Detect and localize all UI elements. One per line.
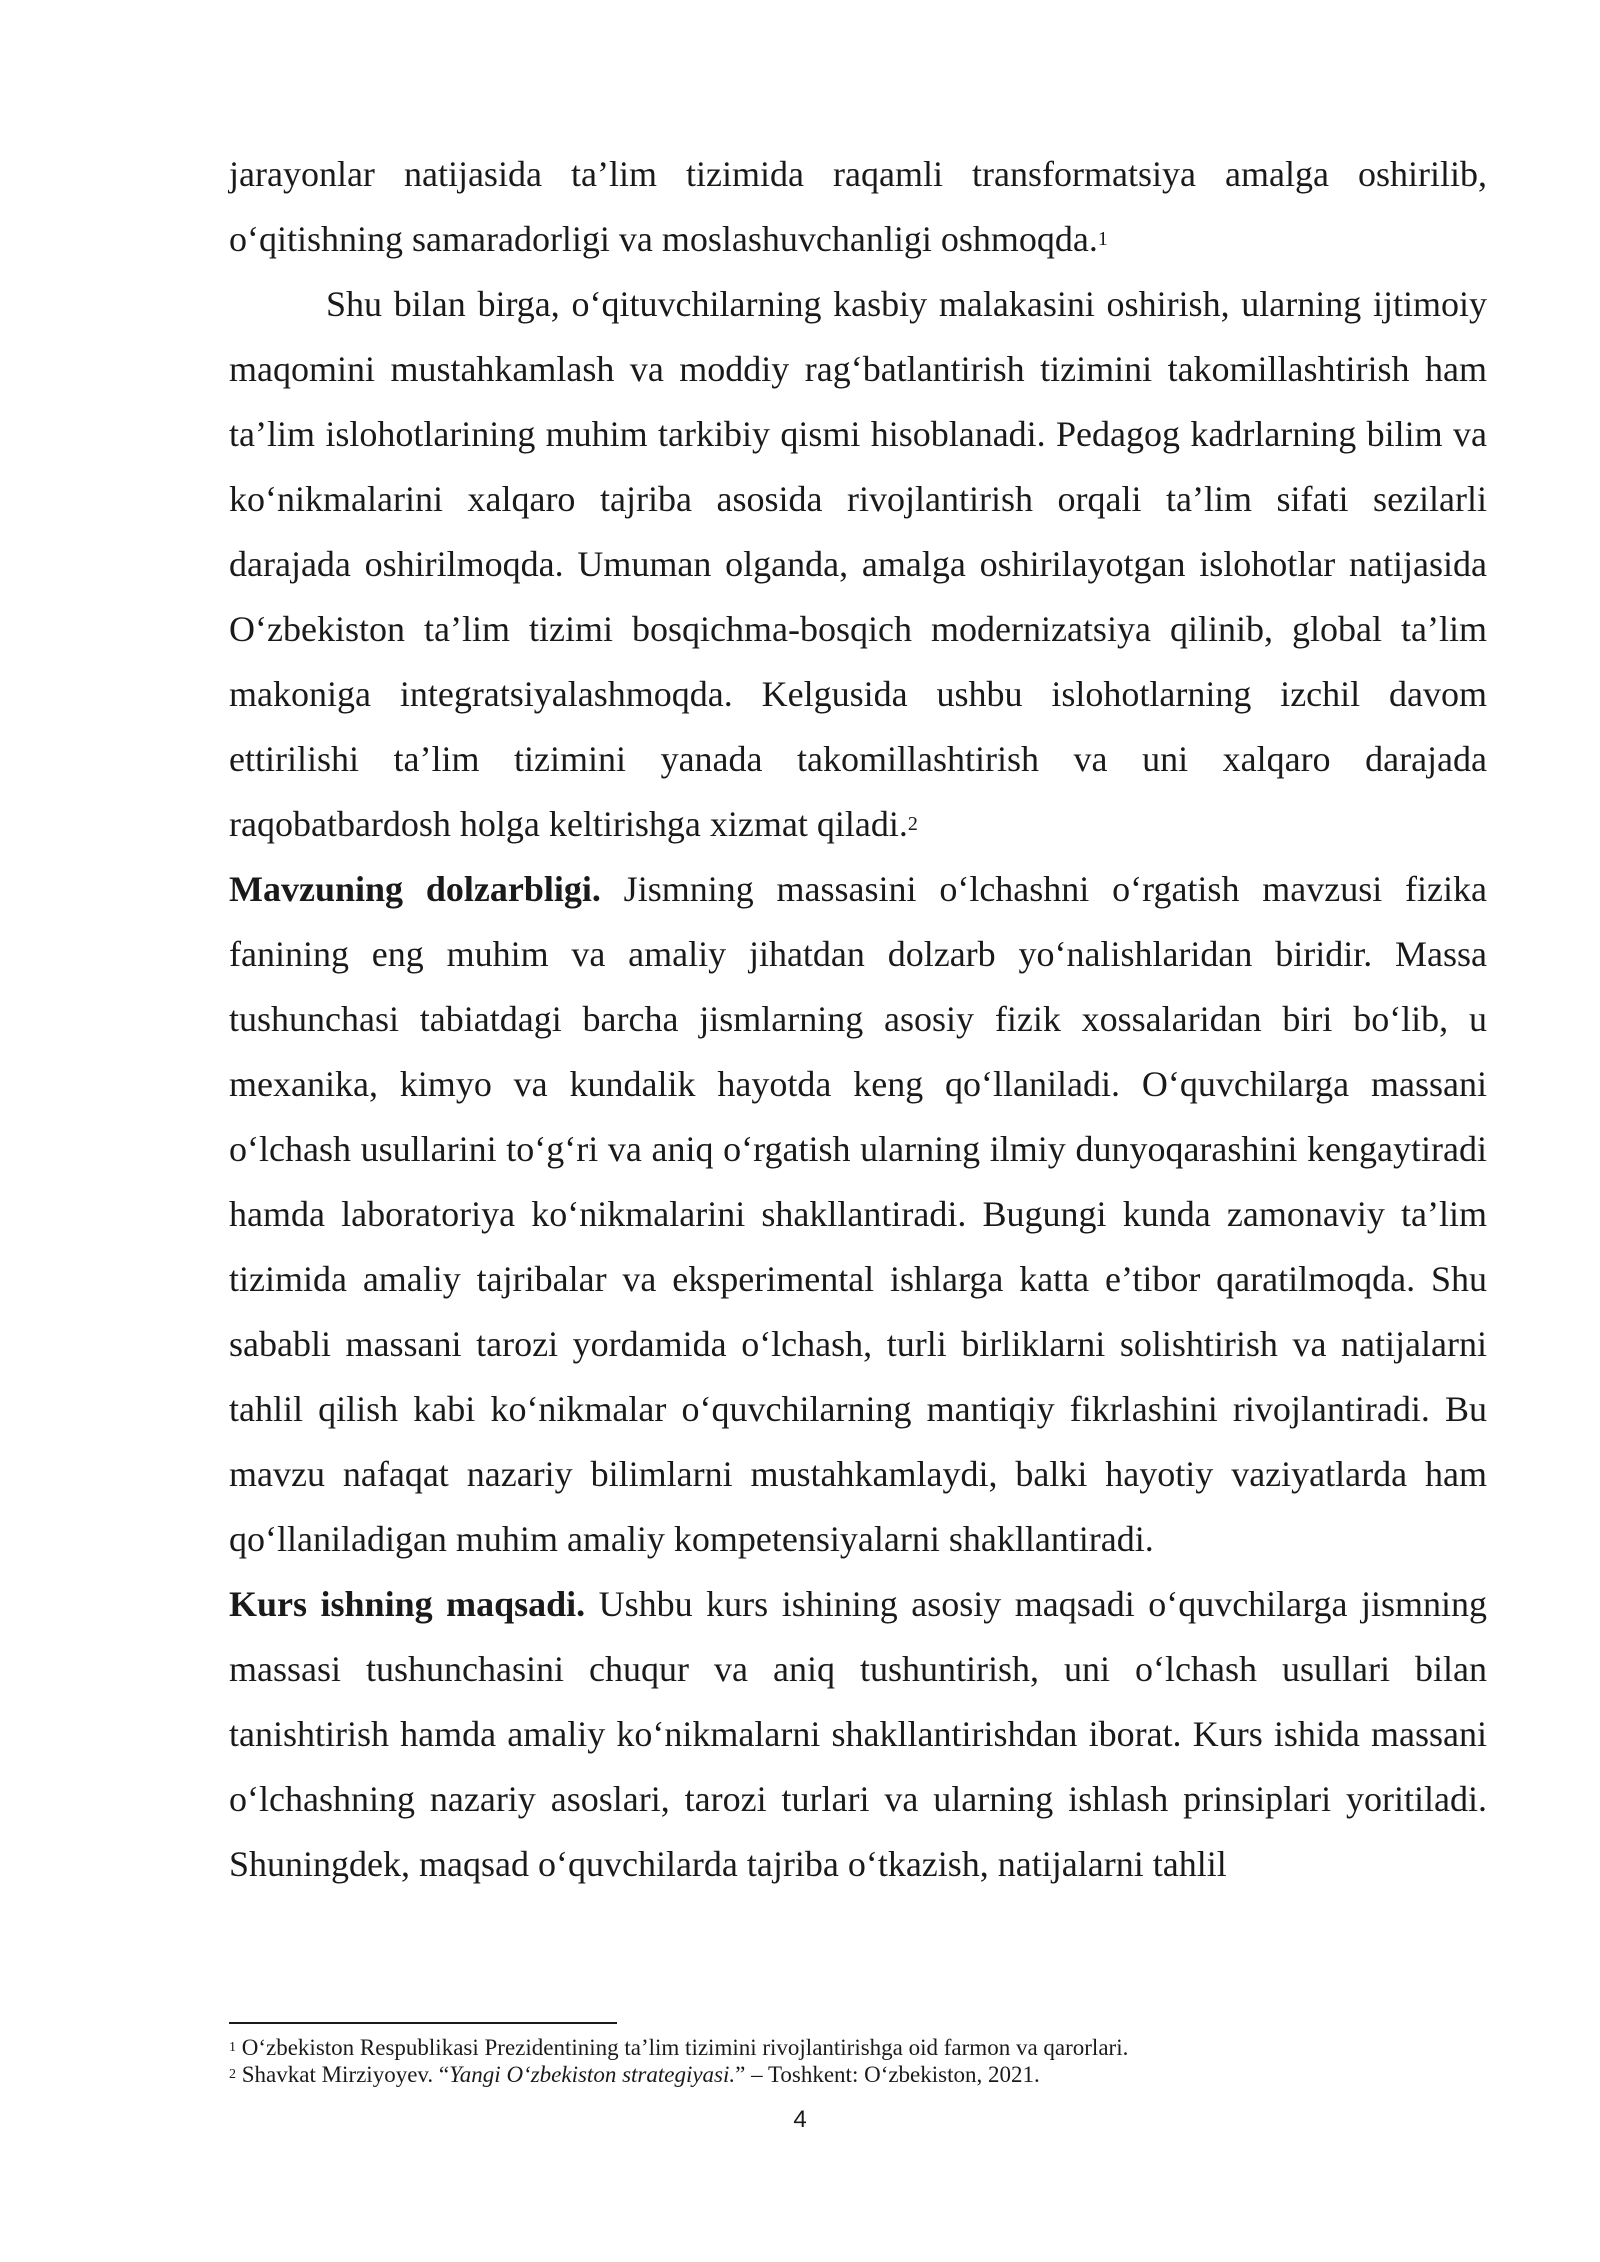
paragraph-text: jarayonlar natijasida ta’lim tizimida raqamli transformatsiya amalga oshirilib, o‘qitishning samaradorligi va moslashuvchanligi oshmoqda. bbox=[229, 154, 1487, 259]
footnote-title: Yangi O‘zbekiston strategiyasi. bbox=[449, 2062, 736, 2087]
footnote-item bbox=[229, 2061, 1487, 2088]
paragraph-goal bbox=[229, 1572, 1487, 1897]
page-number: 4 bbox=[793, 2106, 807, 2133]
footnote-ref[interactable]: 1 bbox=[1097, 228, 1108, 250]
footnote-separator bbox=[229, 2022, 617, 2024]
paragraph-text: Jismning massasini o‘lchashni o‘rgatish mavzusi fizika fanining eng muhim va amaliy jihatdan dolzarb yo‘nalishlaridan biridir. Massa tushunchasi tabiatdagi barcha jismlarning asosiy fizik xossalaridan biri bo‘lib, u mexanika, kimyo va kundalik hayotda keng qo‘llaniladi. O‘quvchilarga massani o‘lchash usullarini to‘g‘ri va aniq o‘rgatish ularning ilmiy dunyoqarashini kengaytiradi hamda laboratoriya ko‘nikmalarini shakllantiradi. Bugungi kunda zamonaviy ta’lim tizimida amaliy tajribalar va eksperimental ishlarga katta e’tibor qaratilmoqda. Shu sababli massani tarozi yordamida o‘lchash, turli birliklarni solishtirish va natijalarni tahlil qilish kabi ko‘nikmalar o‘quvchilarning mantiqiy fikrlashini rivojlantiradi. Bu mavzu nafaqat nazariy bilimlarni mustahkamlaydi, balki hayotiy vaziyatlarda ham qo‘llaniladigan muhim amaliy kompetensiyalarni shakllantiradi. bbox=[229, 869, 1488, 1559]
footnote-number: 1 bbox=[229, 2040, 236, 2055]
paragraph-text: Ushbu kurs ishining asosiy maqsadi o‘quvchilarga jismning massasi tushunchasini chuqur va aniq tushuntirish, uni o‘lchash usullari bilan tanishtirish hamda amaliy ko‘nikmalarni shakllantirishdan iborat. Kurs ishida massani o‘lchashning nazariy asoslari, tarozi turlari va ularning ishlash prinsiplari yoritiladi. Shuningdek, maqsad o‘quvchilarda tajriba o‘tkazish, natijalarni tahlil bbox=[229, 1584, 1487, 1884]
footnote-item bbox=[229, 2034, 1487, 2061]
footnote-number: 2 bbox=[229, 2067, 236, 2082]
paragraph-reforms bbox=[229, 272, 1487, 857]
page-body bbox=[229, 142, 1487, 1897]
paragraph-relevance bbox=[229, 857, 1487, 1572]
paragraph-text: Shu bilan birga, o‘qituvchilarning kasbiy malakasini oshirish, ularning ijtimoiy maqomini mustahkamlash va moddiy rag‘batlantirish tizimini takomillashtirish ham ta’lim islohotlarining muhim tarkibiy qismi hisoblanadi. Pedagog kadrlarning bilim va ko‘nikmalarini xalqaro tajriba asosida rivojlantirish orqali ta’lim sifati sezilarli darajada oshirilmoqda. Umuman olganda, amalga oshirilayotgan islohotlar natijasida O‘zbekiston ta’lim tizimi bosqichma-bosqich modernizatsiya qilinib, global ta’lim makoniga integratsiyalashmoqda. Kelgusida ushbu islohotlarning izchil davom ettirilishi ta’lim tizimini yanada takomillashtirish va uni xalqaro darajada raqobatbardosh holga keltirishga xizmat qiladi. bbox=[229, 284, 1487, 844]
footnote-text: Shavkat Mirziyoyev. “ bbox=[241, 2062, 450, 2087]
paragraph-continuation bbox=[229, 142, 1487, 272]
footnotes bbox=[229, 2022, 1487, 2088]
footnote-text: O‘zbekiston Respublikasi Prezidentining ta’lim tizimini rivojlantirishga oid farmon va qarorlari. bbox=[241, 2035, 1129, 2060]
section-heading: Kurs ishning maqsadi. bbox=[229, 1584, 586, 1624]
footnote-text: ” – Toshkent: O‘zbekiston, 2021. bbox=[735, 2062, 1040, 2087]
section-heading: Mavzuning dolzarbligi. bbox=[229, 869, 601, 909]
footnote-ref[interactable]: 2 bbox=[907, 813, 918, 835]
